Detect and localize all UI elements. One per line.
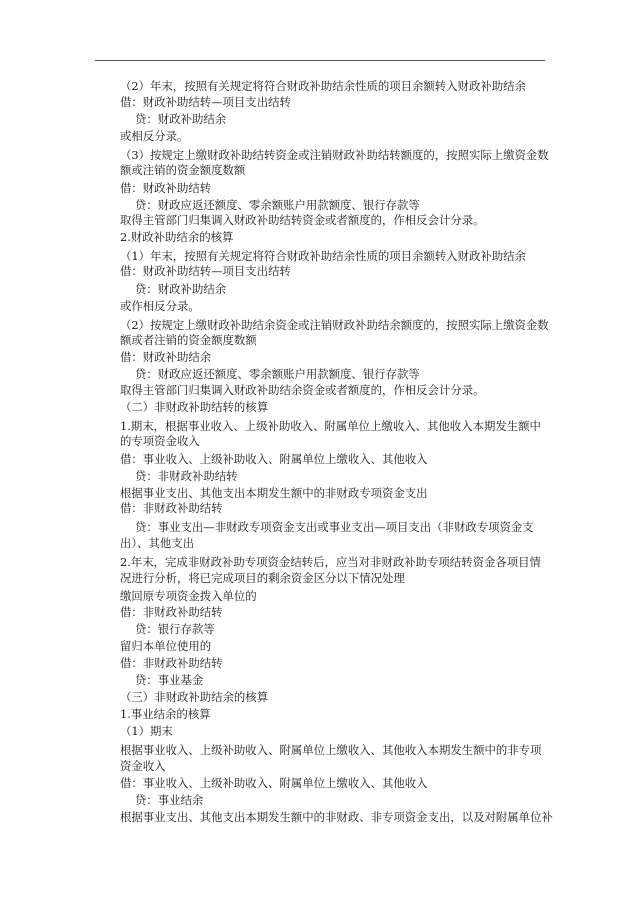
text-line: 借：非财政补助结转 (120, 656, 223, 670)
text-line: 借：财政补助结转—项目支出结转 (120, 264, 291, 278)
text-line: （1）年末，按照有关规定将符合财政补助结余性质的项目余额转入财政补助结余 (120, 249, 526, 263)
text-line: 或作相反分录。 (120, 299, 200, 313)
section-heading: （三）非财政补助结余的核算 (120, 690, 269, 704)
text-line: 借：财政补助结余 (120, 350, 212, 364)
text-line: 根据事业收入、上级补助收入、附属单位上缴收入、其他收入本期发生额中的非专项 (120, 743, 542, 757)
text-line: 贷：非财政补助结转 (135, 469, 238, 483)
text-line: （3）按规定上缴财政补助结转资金或注销财政补助结转额度的，按照实际上缴资金数 (120, 148, 549, 162)
text-line: 根据事业支出、其他支出本期发生额中的非财政、非专项资金支出，以及对附属单位补 (120, 810, 553, 824)
text-line: 出）、其他支出 (120, 536, 195, 550)
text-line: 借：事业收入、上级补助收入、附属单位上缴收入、其他收入 (120, 452, 428, 466)
text-line: 取得主管部门归集调入财政补助结余资金或者额度的，作相反会计分录。 (120, 383, 485, 397)
text-line: （2）按规定上缴财政补助结余资金或注销财政补助结余额度的，按照实际上缴资金数 (120, 318, 549, 332)
text-line: 借：财政补助结转—项目支出结转 (120, 95, 291, 109)
text-line: 贷：财政补助结余 (135, 112, 227, 126)
text-line: 借：财政补助结转 (120, 181, 212, 195)
section-heading: （二）非财政补助结转的核算 (120, 400, 269, 414)
text-line: 缴回原专项资金拨入单位的 (120, 589, 257, 603)
text-line: 贷：财政补助结余 (135, 282, 227, 296)
text-line: 额或注销的资金额度数额 (120, 163, 246, 177)
text-line: 借：非财政补助结转 (120, 605, 223, 619)
text-line: 借：事业收入、上级补助收入、附属单位上缴收入、其他收入 (120, 776, 428, 790)
text-line: 根据事业支出、其他支出本期发生额中的非财政专项资金支出 (120, 486, 428, 500)
text-line: 资金收入 (120, 759, 166, 773)
text-line: 的专项资金收入 (120, 434, 200, 448)
text-line: 取得主管部门归集调入财政补助结转资金或者额度的，作相反会计分录。 (120, 213, 485, 227)
text-line: （1）期末 (120, 724, 173, 738)
section-heading: 1.事业结余的核算 (120, 707, 211, 721)
text-line: 贷：事业结余 (135, 793, 204, 807)
header-rule (95, 60, 545, 61)
text-line: 额或者注销的资金额度数额 (120, 333, 257, 347)
text-line: 留归本单位使用的 (120, 639, 212, 653)
text-line: 况进行分析，将已完成项目的剩余资金区分以下情况处理 (120, 571, 405, 585)
text-line: 贷：事业支出—非财政专项资金支出或事业支出—项目支出（非财政专项资金支 (135, 520, 534, 534)
text-line: 贷：财政应返还额度、零余额账户用款额度、银行存款等 (135, 198, 420, 212)
text-line: 借：非财政补助结转 (120, 501, 223, 515)
text-line: 1.期末，根据事业收入、上级补助收入、附属单位上缴收入、其他收入本期发生额中 (120, 419, 541, 433)
text-line: 贷：银行存款等 (135, 622, 215, 636)
text-line: 贷：财政应返还额度、零余额账户用款额度、银行存款等 (135, 367, 420, 381)
text-line: （2）年末，按照有关规定将符合财政补助结余性质的项目余额转入财政补助结余 (120, 79, 526, 93)
text-line: 贷：事业基金 (135, 673, 204, 687)
section-heading: 2.财政补助结余的核算 (120, 230, 234, 244)
text-line: 2.年末，完成非财政补助专项资金结转后，应当对非财政补助专项结转资金各项目情 (120, 555, 541, 569)
text-line: 或相反分录。 (120, 129, 189, 143)
